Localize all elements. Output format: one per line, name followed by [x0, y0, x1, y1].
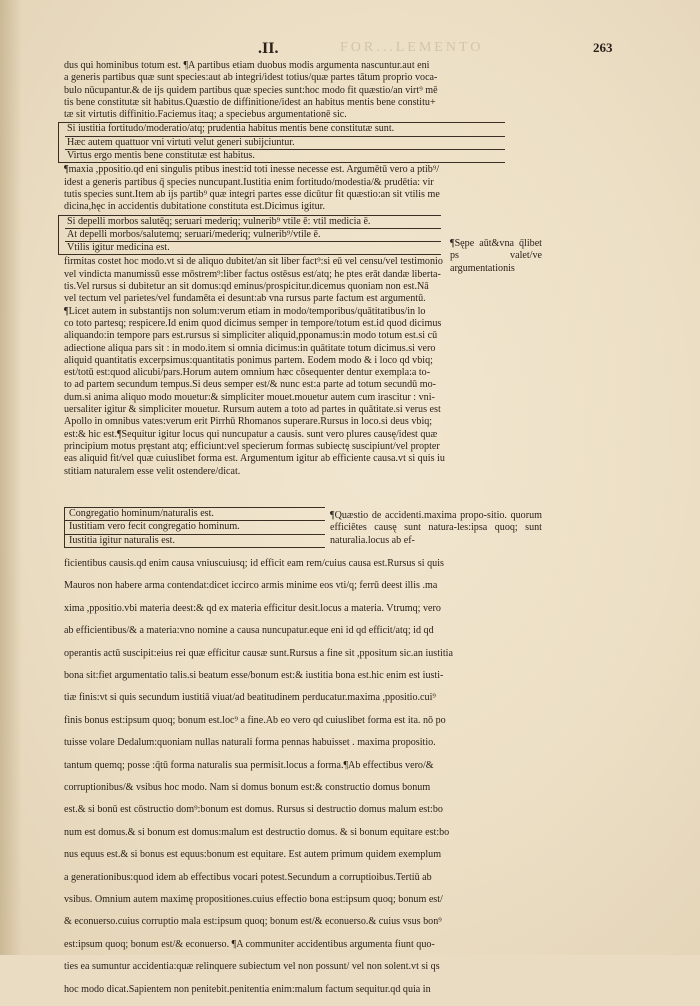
text-line: xima ,ppositio.vbi materia deest:& qd ex materia efficitur desit.locus a materia. Vtrumq; vero — [64, 602, 441, 614]
syllogism-box — [58, 215, 441, 256]
text-line: operantis actū suscipit:eius rei quæ efficitur causæ sunt.Rursus a fine sit ,ppositum sic.an iustitia — [64, 647, 453, 659]
text-line: vsibus. Omnium autem maximę propositiones.cuius effectio bona est:ipsum quoq; bonum est/ — [64, 893, 443, 905]
text-line: tis bene constitutæ sit habitus.Quæstio de diffinitione/idest an habitus mentis bene constitu+ — [64, 96, 436, 108]
text-line: tæ sit virtutis diffinitio.Faciemus itaq; a speciebus argumentationē sic. — [64, 109, 347, 121]
syllogism-line: At depelli morbos/salutemq; seruari/mederiq; vulnerib⁹/vtile ē. — [65, 229, 441, 242]
text-line: eas aliquid fit/vel quæ cuiuslibet forma est. Argumentum igitur ab efficiente causa.vt si quis iu — [64, 453, 445, 465]
text-line: Apollo in omnibus vates:verum erit Pirrhū Rhomanos superare.Rursus in loco.si deus vbiq; — [64, 416, 433, 428]
text-line: hoc modo dicat.Sapientem non penitebit.penitentia enim:malum factum sequitur.qd quia in — [64, 983, 431, 995]
text-line: tiæ finis:vt si quis secundum iustitiā viuat/ad beatitudinem perducatur.maxima ,ppositio.cui⁹ — [64, 692, 436, 704]
syllogism-line: Congregatio hominum/naturalis est. — [65, 508, 325, 521]
text-line: bulo nūcupantur.& de ijs quidem partibus quæ species sunt:hoc modo fit quæstio/an virt⁹ mē — [64, 84, 438, 96]
text-line: est:& hic est.¶Sequitur igitur locus qui nuncupatur a causis. sunt vero plures causę/idest quæ — [64, 428, 438, 440]
margin-note: ¶Sępe aūt&vna q̄libet ps valet/ve argumentationis — [450, 238, 542, 274]
text-line: ¶Licet autem in substantijs non solum:verum etiam in modo/temporibus/quātitatibus/in lo — [64, 305, 426, 317]
text-line: adiectione aliqua pars sit : in modo.item si omnia dicimus:in quātitate totum dicimus.si vero — [64, 342, 436, 354]
syllogism-line: Hæc autem quattuor vni virtuti velut generi subijciuntur. — [65, 137, 505, 150]
syllogism-line: Vtilis igitur medicina est. — [67, 242, 170, 254]
folio-number: 263 — [593, 40, 613, 55]
text-line: firmitas costet hoc modo.vt si de aliquo dubitet/an sit liber fact⁹:si eū vel censu/vel testimonio — [64, 256, 443, 268]
text-line: co toto partesq; respicere.Id enim quod dicimus semper in tempore/totum est.id quod dicimus — [64, 317, 442, 329]
text-line: est:ipsum quoq; bonum est/& econuerso. ¶A communiter accidentibus argumenta fiunt quo- — [64, 938, 435, 950]
text-line: ficientibus causis.qd enim causa vniuscuiusq; id efficit eam rem/cuius causa est.Rursus si quis — [64, 558, 444, 570]
syllogism-line: Virtus ergo mentis bene constitutæ est habitus. — [67, 150, 255, 162]
text-line: ties ea sumuntur accidentia:quæ relinquere subiectum vel non possunt/ vel non solent.vt si qs — [64, 961, 440, 973]
syllogism-box — [64, 507, 325, 548]
text-line: dus qui hominibus totum est. ¶A partibus etiam duobus modis argumenta nascuntur.aut eni — [64, 60, 430, 71]
syllogism-box — [58, 122, 505, 163]
syllogism-line: Si iustitia fortitudo/moderatio/atq; prudentia habitus mentis bene constitutæ sunt. — [65, 123, 505, 136]
text-line: dicina,hęc in accidentis dubitatione constituta est.Dicimus igitur. — [64, 201, 325, 213]
text-line: principium motus pręstant atq; efficiunt:vel specierum formas subiectę suscipiunt/vel propter — [64, 440, 440, 452]
margin-note: ¶Quæstio de accidenti.maxima propo-sitio. quorum efficiētes causę sunt natura-les:ipsa quoq; sunt naturalia.locus ab ef- — [330, 510, 542, 546]
text-line: stitiam naturalem esse velit ostendere/dicat. — [64, 465, 241, 477]
bleed-through-text: FOR...LEMENTO — [340, 40, 484, 55]
text-line: tantum quemq; posse :q̄tū forma naturalis sua permisit.locus a forma.¶Ab effectibus vero/& — [64, 759, 434, 771]
text-line: ¶maxia ,ppositio.qd eni singulis ptibus inest:id toti inesse necesse est. Argumētū vero a ptib⁹/ — [64, 164, 440, 176]
chapter-number: .II. — [258, 40, 279, 57]
text-line: aliquando:in tempore pars est.rursus si simpliciter aliquid,pponamus:in modo totum est.si cū — [64, 330, 438, 342]
lower-text-block — [64, 548, 542, 1006]
text-line: bona sit:fiet argumentatio talis.si beatum esse/bonum est:& iustitia bona est.hic enim est iusti- — [64, 670, 444, 682]
text-line: a generis partibus quæ sunt species:aut ab integri/idest totius/quæ partes tātum proprio voca- — [64, 72, 438, 84]
text-line: idest a generis partibus q̄ species nuncupant.Iustitia enim fortitudo/modestia/& prudētia: vir — [64, 176, 434, 188]
running-head — [0, 40, 700, 60]
text-line: a generationibus:quod idem ab effectibus vocari potest.Secundum a corruptioibus.Tertiū ab — [64, 871, 432, 883]
text-line: vel tectum vel parietes/vel fundamēta ei desunt:ab vna rursus parte factum est argumentū. — [64, 293, 426, 305]
text-line: finis bonus est:ipsum quoq; bonum est.loc⁹ a fine.Ab eo vero qd cuiuslibet forma est ita. nō po — [64, 714, 446, 726]
text-line: corruptionibus/& vsibus hoc modo. Nam si domus bonum est:& constructio domus bonum — [64, 782, 431, 793]
syllogism-line: Si depelli morbos salutēq; seruari mederiq; vulnerib⁹ vtile ē: vtil medicia ē. — [65, 216, 441, 229]
text-line: uersaliter igitur & simpliciter mouetur. Rursum autem a toto ad partes in quātitate.si verus est — [64, 404, 441, 416]
text-line: & econuerso.cuius corruptio mala est:ipsum quoq; bonum est/& econuerso.& cuius vsus bon⁹ — [64, 916, 442, 928]
text-line: tutis species sunt.Item ab ijs partib⁹ quæ integri partes esse dicūtur fit quæstio:an sit vtilis me — [64, 188, 440, 200]
text-line: nus equus est.& si bonus est equus:bonum est equitare. Est autem primum quidem exemplum — [64, 849, 442, 861]
text-line: vel vindicta manumissū esse mōstrem⁹:liber factus ostēsus est/atq; he ptes erāt dandæ liberta- — [64, 268, 441, 280]
text-line: aliquid quantitatis excerpsimus:quantitatis ponimus partem. Eodem modo & i loco qd vbiq; — [64, 354, 433, 366]
text-line: tis.Vel rursus si dubitetur an sit domus:qd eminus/prospicitur.dicemus quoniam non est.Nā — [64, 281, 429, 293]
text-line: est.& si bonū est cōstructio dom⁹:bonum est domus. Rursus si destructio domus malum est:bo — [64, 804, 443, 816]
text-line: num est domus.& si bonum est domus:malum est destructio domus. & si bonum equitare est:bo — [64, 826, 450, 838]
text-line: dum.si anima aliquo modo mouetur:& simpliciter mouet.mouetur autem cum irascitur : vni- — [64, 391, 435, 403]
text-line: ab efficientibus/& a materia:vno nomine a causa nuncupatur.eque eni id qd efficit/atq; id qd — [64, 625, 434, 637]
text-line: Mauros non habere arma contendat:dicet iccirco armis minime eos vti/q; ferrū deest illis .ma — [64, 580, 438, 592]
text-line: to ad partem secundum tempus.Si deus semper est/& nunc est:a parte ad totum secundū mo- — [64, 379, 436, 391]
syllogism-line: Iustitia igitur naturalis est. — [69, 534, 175, 546]
text-line: est/totū est:quod alicubi/pars.Horum autem omnium hæc cōsequenter dentur exempla:a to- — [64, 367, 431, 379]
text-line: tuisse volare Dedalum:quoniam nullas naturali forma pennas habuisset . maxima propositio. — [64, 737, 436, 749]
syllogism-line: Iustitiam vero fecit congregatio hominum. — [65, 521, 325, 534]
